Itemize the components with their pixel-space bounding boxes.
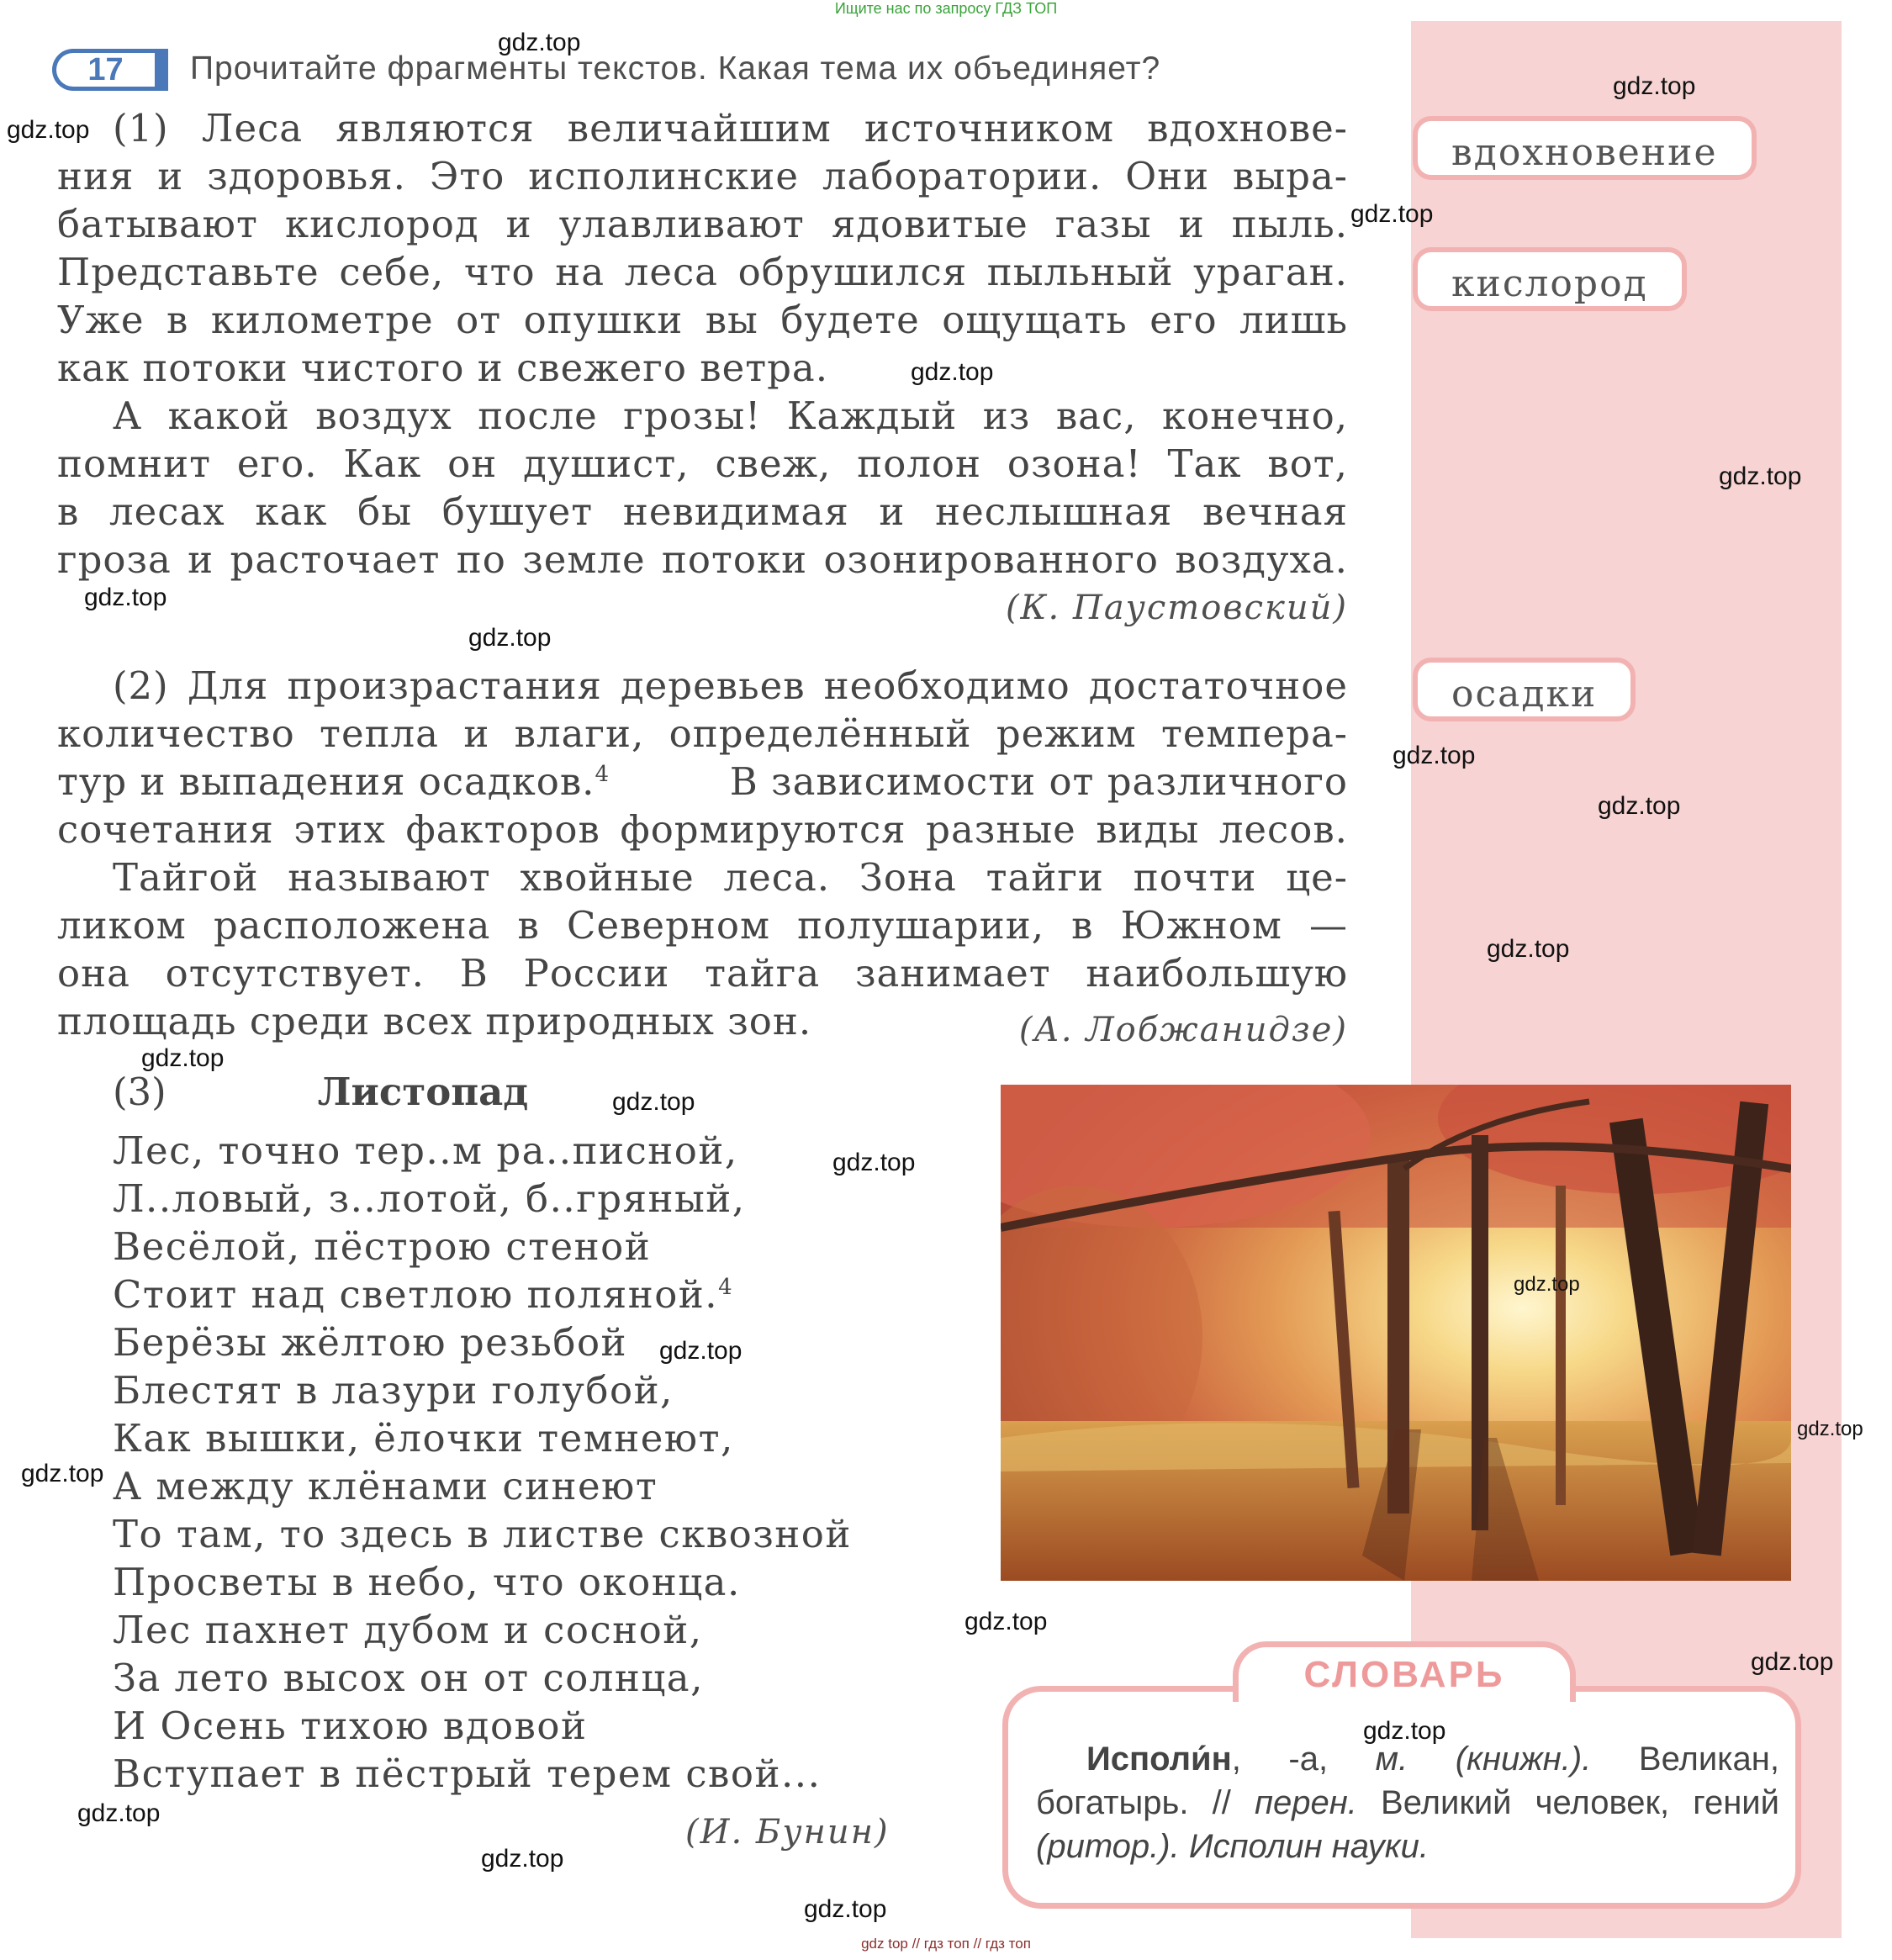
poem-line: Берёзы жёлтою резьбой (113, 1320, 628, 1365)
dictionary-meaning: Великан, богатырь. // (1036, 1741, 1779, 1821)
dictionary-entry (1036, 1737, 1779, 1868)
text-1-line: А какой воздух после грозы! Каждый из вас, конечно, (113, 394, 1348, 438)
author-lobzhanidze: (А. Лобжанидзе) (1018, 1011, 1348, 1049)
keyword-precipitation: осадки (1413, 658, 1636, 721)
watermark: gdz.top (481, 1845, 564, 1873)
watermark: gdz.top (498, 29, 581, 56)
poem-line: Лес пахнет дубом и сосной, (113, 1608, 703, 1652)
watermark: gdz.top (1797, 1418, 1863, 1440)
watermark: gdz.top (141, 1044, 225, 1072)
watermark: gdz.top (911, 358, 994, 386)
dictionary-title: СЛОВАРЬ (1233, 1641, 1576, 1702)
text-1-line: батывают кислород и улавливают ядовитые газы и пыль. (57, 202, 1348, 246)
poem-line: Вступает в пёстрый терем свой... (113, 1751, 822, 1796)
text-1-line: ния и здоровья. Это исполинские лаборатории. Они выра- (57, 154, 1348, 198)
text-2 (57, 662, 1348, 1045)
poem-number: (3) (113, 1070, 166, 1114)
watermark: gdz.top (612, 1088, 695, 1116)
text-1-line: гроза и расточает по земле потоки озонированного воздуха. (57, 537, 1348, 582)
top-note: Ищите нас по запросу ГДЗ ТОП (834, 0, 1058, 17)
watermark: gdz.top (1751, 1648, 1834, 1676)
footnote-mark: 4 (595, 762, 610, 787)
text-2-line: она отсутствует. В России тайга занимает наибольшую (57, 951, 1348, 996)
text-2-line (57, 758, 1348, 806)
keyword-inspiration: вдохновение (1413, 116, 1757, 180)
bottom-watermark: gdz top // гдз топ // гдз топ (861, 1936, 1031, 1952)
poem-line: Весёлой, пёстрою стеной (113, 1224, 652, 1269)
dictionary-note: (книжн.). (1408, 1741, 1592, 1778)
watermark: gdz.top (804, 1895, 887, 1923)
watermark: gdz.top (7, 116, 90, 144)
watermark: gdz.top (1393, 742, 1476, 769)
watermark: gdz.top (77, 1799, 161, 1827)
poem-line (113, 1271, 852, 1318)
poem-line: То там, то здесь в листве сквозной (113, 1512, 852, 1556)
dictionary-grammar: , -а, (1231, 1741, 1376, 1778)
text-1-line: в лесах как бы бушует невидимая и неслышная вечная (57, 489, 1348, 534)
keyword-oxygen: кислород (1413, 247, 1687, 311)
dictionary-gender: м. (1375, 1741, 1408, 1778)
watermark: gdz.top (468, 624, 552, 652)
poem-line: Л..ловый, з..лотой, б..гряный, (113, 1176, 746, 1221)
watermark: gdz.top (1598, 792, 1681, 820)
poem-line: А между клёнами синеют (113, 1464, 658, 1508)
poem-line: За лето высох он от солнца, (113, 1656, 704, 1700)
autumn-forest-photo (1001, 1085, 1791, 1581)
author-bunin: (И. Бунин) (685, 1813, 890, 1852)
text-1-line: Уже в километре от опушки вы будете ощущать его лишь (57, 298, 1348, 342)
text-2-fragment: тур и выпадения осадков. (57, 759, 595, 804)
watermark: gdz.top (1487, 935, 1570, 963)
dictionary-figurative: перен. (1255, 1784, 1357, 1821)
watermark: gdz.top (1350, 200, 1434, 228)
exercise-number: 17 (52, 49, 168, 91)
text-1-line: (1) Леса являются величайшим источником вдохнове- (113, 106, 1348, 151)
task-text: Прочитайте фрагменты текстов. Какая тема их объединяет? (190, 50, 1161, 87)
text-2-line: сочетания этих факторов формируются разные виды лесов. (57, 807, 1348, 852)
dictionary-word: Исполи́н (1086, 1741, 1232, 1778)
poem-line: Как вышки, ёлочки темнеют, (113, 1416, 734, 1461)
text-1 (57, 104, 1348, 584)
dictionary-meaning2: Великий человек, гений (1356, 1784, 1779, 1821)
watermark: gdz.top (84, 584, 167, 611)
text-1-line: Представьте себе, что на леса обрушился пыльный ураган. (57, 250, 1348, 294)
poem-line-text: Стоит над светлою поляной. (113, 1272, 719, 1317)
watermark: gdz.top (832, 1149, 916, 1176)
watermark: gdz.top (659, 1337, 743, 1365)
text-2-fragment: В зависимости от различного (729, 759, 1348, 804)
footnote-mark: 4 (718, 1275, 734, 1300)
text-2-line: (2) Для произрастания деревьев необходимо достаточное (113, 663, 1348, 708)
poem-title: Листопад (317, 1070, 529, 1114)
text-1-line: как потоки чистого и свежего ветра. (57, 346, 829, 390)
watermark: gdz.top (1514, 1273, 1580, 1296)
author-paustovsky: (К. Паустовский) (1005, 589, 1348, 627)
poem-line: И Осень тихою вдовой (113, 1704, 588, 1748)
watermark: gdz.top (1363, 1717, 1446, 1745)
poem-line: Блестят в лазури голубой, (113, 1368, 674, 1413)
text-2-line: Тайгой называют хвойные леса. Зона тайги почти це- (113, 855, 1348, 900)
watermark: gdz.top (1613, 72, 1696, 100)
text-2-line: площадь среди всех природных зон. (57, 999, 812, 1043)
poem-line: Лес, точно тер..м ра..писной, (113, 1128, 738, 1173)
poem (113, 1127, 852, 1798)
watermark: gdz.top (21, 1460, 104, 1487)
text-2-line: количество тепла и влаги, определённый режим темпера- (57, 711, 1348, 756)
watermark: gdz.top (964, 1608, 1048, 1635)
poem-line: Просветы в небо, что оконца. (113, 1560, 741, 1604)
dictionary-rhetoric: (ритор.). Исполин науки. (1036, 1828, 1429, 1865)
text-1-line: помнит его. Как он душист, свеж, полон озона! Так вот, (57, 441, 1348, 486)
poem-heading (113, 1070, 528, 1114)
watermark: gdz.top (1719, 462, 1802, 490)
text-2-line: ликом расположена в Северном полушарии, в Южном — (57, 903, 1348, 948)
